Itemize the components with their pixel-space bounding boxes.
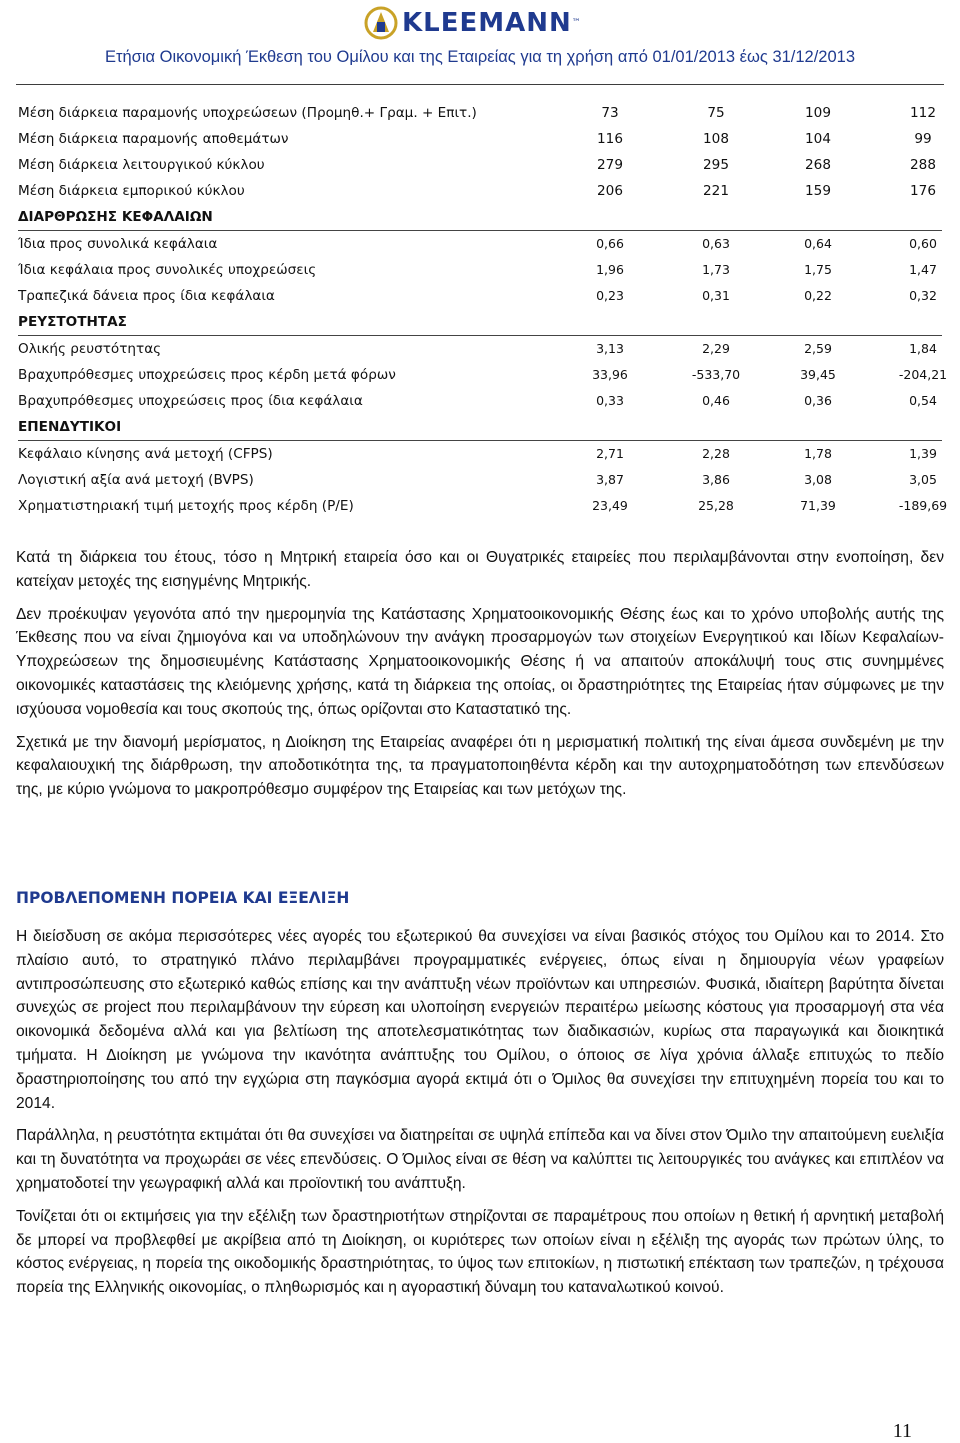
value-cell: 2,59 [804,341,832,356]
value-cell: 0,66 [596,236,624,251]
value-cell: 3,08 [804,472,832,487]
paragraph: Η διείσδυση σε ακόμα περισσότερες νέες αγορές του εξωτερικού θα συνεχίσει να είναι βασικός στόχος του Ομίλου και το 2014. Στο πλαίσιο αυτό, το στρατηγικό πλάνο περιλαμβάνει προγραμματικές ενέργειες, όπως είναι η δημιουργία νέων γραφείων αντιπροσώπευσης στο εξωτερικό καθώς επίσης και την ανάπτυξη νέων προϊόντων και υπηρεσιών. Φυσικά, ιδιαίτερη βαρύτητα δίνεται συνεχώς σε project που περιλαμβάνουν την εύρεση και υλοποίηση ενεργειών περαιτέρω μείωσης κόστους για προσαρμογή στα νέα οικονομικά δεδομένα αλλά και για βελτίωση της αποτελεσματικότητας των διαδικασιών, κυρίως στα παραγωγικά και διοικητικά τμήματα. Η Διοίκηση με γνώμονα την ικανότητα ανάπτυξης του Ομίλου, ο όποιος σε λίγα χρόνια άλλαξε επιτυχώς το πεδίο δραστηριοποίησης του από την εγχώρια στη παγκόσμια αγορά εκτιμά ότι ο Όμιλος θα συνεχίσει την επιτυχημένη πορεία του και το 2014. [16,928,944,1112]
paragraph: Δεν προέκυψαν γεγονότα από την ημερομηνία της Κατάστασης Χρηματοοικονομικής Θέσης έως και το χρόνο υποβολής αυτής της Έκθεσης που να είναι ζημιογόνα και να υποδηλώνουν την ανάγκη προσαρμογών των στοιχείων Ενεργητικού και Ιδίων Κεφαλαίων-Υποχρεώσεων της δημοσιευμένης Κατάστασης Χρηματοοικονομικής Θέσης ή να απαιτούν αποκάλυψή τους στις συνημμένες οικονομικές καταστάσεις της κλειόμενης χρήσης, κατά τη διάρκεια της οποίας, οι δραστηριότητες της Εταιρείας ήταν σύμφωνες με την ισχύουσα νομοθεσία και τους σκοπούς της, όπως ορίζονται στο Καταστατικό της. [16,605,944,718]
value-cell: -189,69 [898,498,948,513]
table-row [18,178,942,204]
section-label: ΔΙΑΡΘΡΩΣΗΣ ΚΕΦΑΛΑΙΩΝ [18,209,213,225]
value-cell: 2,71 [596,446,624,461]
table-row [18,100,942,126]
value-cell: 112 [910,105,936,121]
value-cell: 1,96 [596,262,624,277]
value-cell: 104 [805,131,831,147]
value-cell: 71,39 [800,498,836,513]
value-cell: 3,86 [702,472,730,487]
value-cell: 2,29 [702,341,730,356]
paragraph: Παράλληλα, η ρευστότητα εκτιμάται ότι θα συνεχίσει να διατηρείται σε υψηλά επίπεδα και να δίνει στον Όμιλο την απαιτούμενη ευελιξία και τη δυνατότητα να προχωράει σε νέες επενδύσεις. Ο Όμιλος είναι σε θέση να καλύπτει τις λειτουργικές του ανάγκες και επιπλέον να χρηματοδοτεί την γεωγραφική αλλά και προϊοντική του ανάπτυξη. [16,1127,944,1192]
value-cell: 295 [703,157,729,173]
row-label: Βραχυπρόθεσμες υποχρεώσεις προς κέρδη μετά φόρων [18,367,396,383]
value-cell: -533,70 [691,367,741,382]
table-row [18,362,948,388]
value-cell: 1,75 [804,262,832,277]
value-cell: 1,39 [909,446,937,461]
value-cell: 0,32 [909,288,937,303]
value-cell: 1,78 [804,446,832,461]
value-cell: 33,96 [592,367,628,382]
value-cell: 109 [805,105,831,121]
value-cell: 99 [914,131,932,147]
value-cell: 268 [805,157,831,173]
table-row [18,441,942,467]
value-cell: 0,54 [909,393,937,408]
value-cell: 159 [805,183,831,199]
table-row [18,388,942,414]
row-label: Μέση διάρκεια λειτουργικού κύκλου [18,157,265,173]
value-cell: 279 [597,157,623,173]
row-label: Κεφάλαιο κίνησης ανά μετοχή (CFPS) [18,446,273,462]
row-label: Μέση διάρκεια παραμονής αποθεμάτων [18,131,289,147]
row-label: Βραχυπρόθεσμες υποχρεώσεις προς ίδια κεφάλαια [18,393,363,409]
value-cell: 221 [703,183,729,199]
financial-ratios-table [18,100,948,519]
kleemann-emblem-icon [364,6,398,40]
value-cell: 1,47 [909,262,937,277]
bottom-paragraphs [16,925,944,1309]
row-label: Μέση διάρκεια εμπορικού κύκλου [18,183,245,199]
value-cell: 25,28 [698,498,734,513]
value-cell: 39,45 [800,367,836,382]
value-cell: 0,46 [702,393,730,408]
report-subtitle: Ετήσια Οικονομική Έκθεση του Ομίλου και της Εταιρείας για τη χρήση από 01/01/2013 έως 31/12/2013 [104,48,856,66]
row-label: Μέση διάρκεια παραμονής υποχρεώσεων (Προμηθ.+ Γραμ. + Επιτ.) [18,105,477,121]
table-row [18,493,948,519]
value-cell: 0,22 [804,288,832,303]
row-label: Ίδια κεφάλαια προς συνολικές υποχρεώσεις [18,262,317,278]
section-label: ΕΠΕΝΔΥΤΙΚΟΙ [18,419,122,435]
logo-wordmark: KLEEMANN [402,8,572,38]
value-cell: 0,31 [702,288,730,303]
section-header-row [18,309,942,336]
value-cell: 3,13 [596,341,624,356]
company-logo [364,6,581,40]
table-row [18,231,942,257]
table-row [18,283,942,309]
table-row [18,152,942,178]
value-cell: 0,60 [909,236,937,251]
value-cell: 73 [601,105,619,121]
value-cell: 75 [707,105,725,121]
value-cell: 3,87 [596,472,624,487]
page-number: 11 [892,1420,912,1442]
row-label: Λογιστική αξία ανά μετοχή (BVPS) [18,472,254,488]
value-cell: 1,84 [909,341,937,356]
row-label: Ίδια προς συνολικά κεφάλαια [18,236,218,252]
value-cell: 288 [910,157,936,173]
value-cell: 206 [597,183,623,199]
value-cell: 0,23 [596,288,624,303]
table-row [18,467,942,493]
value-cell: 0,63 [702,236,730,251]
value-cell: 3,05 [909,472,937,487]
table-row [18,336,942,362]
section-label: ΡΕΥΣΤΟΤΗΤΑΣ [18,314,127,330]
table-row [18,126,942,152]
paragraph: Τονίζεται ότι οι εκτιμήσεις για την εξέλιξη των δραστηριοτήτων στηρίζονται σε παραμέτρους που οποίων η θετική ή αρνητική μεταβολή δε μπορεί να προβλεφθεί με ακρίβεια από τη Διοίκηση, οι κυριότερες των οποίων είναι η εξέλιξη της αγοράς των πρώτων ύλης, το κόστος ενέργειας, η πορεία της οικοδομικής δραστηριότητας, το ύψος των επιτοκίων, η πιστωτική επέκταση των τραπεζών, η τρέχουσα πορεία της Ελληνικής οικονομίας, ο πληθωρισμός και η αγοραστική δύναμη του καταναλωτικού κοινού. [16,1207,944,1297]
section-header-row [18,414,942,441]
value-cell: 0,64 [804,236,832,251]
value-cell: 1,73 [702,262,730,277]
value-cell: 23,49 [592,498,628,513]
value-cell: 108 [703,131,729,147]
paragraph: Κατά τη διάρκεια του έτους, τόσο η Μητρική εταιρεία όσο και οι Θυγατρικές εταιρείες που περιλαμβάνονται στην ενοποίηση, δεν κατείχαν μετοχές της εισηγμένης Μητρικής. [16,549,944,590]
value-cell: 176 [910,183,936,199]
row-label: Τραπεζικά δάνεια προς ίδια κεφάλαια [18,288,275,304]
value-cell: 2,28 [702,446,730,461]
top-paragraphs [16,546,944,811]
paragraph: Σχετικά με την διανομή μερίσματος, η Διοίκηση της Εταιρείας αναφέρει ότι η μερισματική πολιτική της είναι άμεσα συνδεμένη με την κεφαλαιουχική της διάρθρωση, την αποδοτικότητα της, τα πραγματοποιηθέντα κέρδη και την αυτοχρηματοδότηση των επενδύσεων της, με κύριο γνώμονα το μακροπρόθεσμο συμφέρον της Εταιρείας και των μετόχων της. [16,733,944,799]
value-cell: 116 [597,131,623,147]
section-header-row [18,204,942,231]
table-row [18,257,942,283]
value-cell: -204,21 [898,367,948,382]
trademark-symbol: ™ [571,18,581,28]
section-heading: ΠΡΟΒΛΕΠΟΜΕΝΗ ΠΟΡΕΙΑ ΚΑΙ ΕΞΕΛΙΞΗ [16,889,350,907]
value-cell: 0,33 [596,393,624,408]
header-divider [16,84,944,85]
row-label: Χρηματιστηριακή τιμή μετοχής προς κέρδη (P/E) [18,498,354,514]
row-label: Ολικής ρευστότητας [18,341,162,357]
value-cell: 0,36 [804,393,832,408]
page-header [0,0,960,96]
